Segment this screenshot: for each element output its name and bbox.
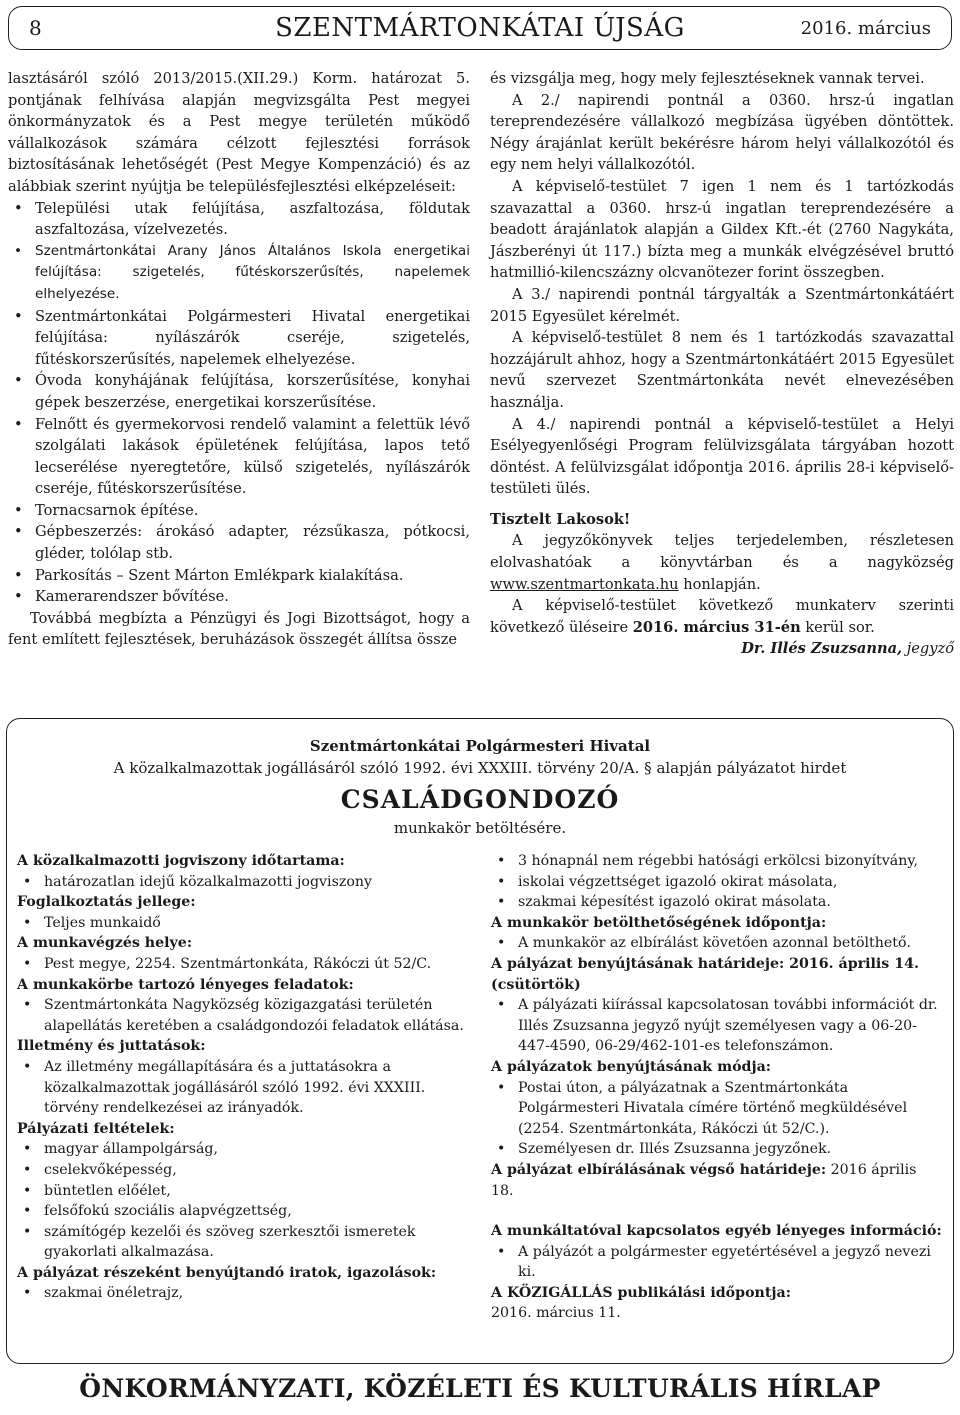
text: A jegyzőkönyvek teljes terjedelemben, részletesen elolvashatóak a könyvtárban és a nagyközség [490, 532, 954, 572]
list-item: • Az illetmény megállapítására és a juttatásokra a közalkalmazottak jogállásáról szóló 1992. évi XXXIII. törvény rendelkezései az irányadók. [17, 1057, 472, 1119]
list-item: • A munkakör az elbírálást követően azonnal betölthető. [491, 933, 943, 954]
list-item: • Szentmártonkátai Arany János Általános Iskola energetikai felújítása: szigetelés, fűtéskorszerűsítés, napelemek elhelyezése. [8, 241, 470, 306]
list-item: • Kamerarendszer bővítése. [8, 586, 470, 608]
list-item: • A pályázót a polgármester egyetértésével a jegyző nevezi ki. [491, 1242, 943, 1283]
section-heading: A munkavégzés helye: [17, 935, 193, 952]
intro-paragraph: lasztásáról szóló 2013/2015.(XII.29.) Korm. határozat 5. pontjának felhívása alapján megvizsgálta Pest megyei önkormányzatok és a Pest megye területén működő vállalkozások számára célzott fejlesztési források biztosításának lehetőségét (Pest Megye Kompenzáció) és az alábbiak szerint nyújtja be településfejlesztési elképzeléseit: [8, 70, 470, 195]
list-item: • A pályázati kiírással kapcsolatosan további információt dr. Illés Zsuzsanna jegyző nyújt személyesen vagy a 06-20-447-4590, 06-29/462-101-es telefonszámon. [491, 995, 943, 1057]
page-number: 8 [29, 16, 42, 40]
list-item: • szakmai képesítést igazoló okirat másolata. [491, 892, 943, 913]
section-heading: A munkáltatóval kapcsolatos egyéb lényeges információ: [491, 1223, 942, 1240]
section-heading: A munkakörbe tartozó lényeges feladatok: [17, 976, 354, 993]
ad-position-subtitle: munkakör betöltésére. [393, 819, 567, 837]
list-item: • 3 hónapnál nem régebbi hatósági erkölcsi bizonyítvány, [491, 851, 943, 872]
list-item: • Óvoda konyhájának felújítása, korszerűsítése, konyhai gépek beszerzése, energetikai korszerűsítése. [8, 370, 470, 413]
section-heading: A pályázat benyújtásának határideje: 2016. április 14. (csütörtök) [491, 955, 919, 993]
left-column [8, 68, 470, 651]
paragraph: A 3./ napirendi pontnál tárgyalták a Szentmártonkátáért 2015 Egyesület kérelmét. [490, 285, 954, 325]
section-heading: Foglalkoztatás jellege: [17, 894, 196, 911]
section-heading: A közalkalmazotti jogviszony időtartama: [17, 853, 345, 869]
list-item: • Szentmártonkátai Polgármesteri Hivatal energetikai felújítása: nyílászárók cseréje, szigetelés, fűtéskorszerűsítés, napelemek elhelyezése. [8, 306, 470, 371]
list-item: • felsőfokú szociális alapvégzettség, [17, 1201, 472, 1222]
section-heading: A KÖZIGÁLLÁS publikálási időpontja: [491, 1284, 791, 1301]
signature [490, 638, 954, 660]
list-item: • cselekvőképesség, [17, 1160, 472, 1181]
text: honlapján. [678, 575, 761, 593]
issue-date: 2016. március [800, 18, 931, 39]
section-heading [491, 1160, 943, 1201]
ad-left-column [17, 851, 472, 1304]
greeting-heading: Tisztelt Lakosok! [490, 510, 631, 528]
ad-right-column [491, 851, 943, 1324]
list-item: • szakmai önéletrajz, [17, 1283, 472, 1304]
ad-legal-basis: A közalkalmazottak jogállásáról szóló 1992. évi XXXIII. törvény 20/A. § alapján pályázatot hirdet [113, 759, 847, 777]
list-item: • iskolai végzettséget igazoló okirat másolata, [491, 872, 943, 893]
section-heading: A pályázat részeként benyújtandó iratok, igazolások: [17, 1264, 437, 1281]
section-heading: Illetmény és juttatások: [17, 1038, 206, 1055]
deadline-value: 2016 április 18. [491, 1161, 917, 1199]
list-item: • Gépbeszerzés: árokásó adapter, rézsűkasza, pótkocsi, gléder, tolólap stb. [8, 521, 470, 564]
list-item: • Tornacsarnok építése. [8, 500, 470, 522]
text: kerül sor. [800, 618, 875, 636]
list-item: • Felnőtt és gyermekorvosi rendelő valamint a felettük lévő szolgálati lakások épületének felújítása, lapos tető lecserélése nyeregtetőre, külső szigetelés, nyílászárók cseréje, fűtéskorszerűsítése. [8, 414, 470, 500]
text: A képviselő-testület következő munkaterv szerinti következő üléseire [490, 597, 954, 636]
paragraph: és vizsgálja meg, hogy mely fejlesztéseknek vannak tervei. [490, 70, 925, 87]
development-list [8, 198, 470, 608]
list-item: • Személyesen dr. Illés Zsuzsanna jegyzőnek. [491, 1139, 943, 1160]
section-heading: A pályázatok benyújtásának módja: [491, 1058, 772, 1075]
job-ad-box [6, 718, 954, 1364]
meeting-date: 2016. március 31-én [632, 618, 801, 636]
paragraph: A képviselő-testület 7 igen 1 nem és 1 tartózkodás szavazattal a 0360. hrsz-ú ingatlan tereprendezésére a beadott árajánlatok alapján a Gildex Kft.-ét (2760 Nagykáta, Jászberényi út 117.) bízta meg a munkák elvégzésével bruttó hatmillió-kilencszázny olcvanötezer forint összegben. [490, 177, 954, 282]
page-header [8, 6, 952, 50]
website-link[interactable]: www.szentmartonkata.hu [490, 575, 679, 593]
list-item: • Pest megye, 2254. Szentmártonkáta, Rákóczi út 52/C. [17, 954, 472, 975]
paragraph: A képviselő-testület 8 nem és 1 tartózkodás szavazattal hozzájárult ahhoz, hogy a Szentmártonkátáért 2015 Egyesület nevű szervezet Szentmártonkáta nevét elnevezésében használja. [490, 329, 954, 411]
page-footer: ÖNKORMÁNYZATI, KÖZÉLETI ÉS KULTURÁLIS HÍRLAP [79, 1374, 881, 1403]
right-column [490, 68, 954, 660]
list-item: • Teljes munkaidő [17, 913, 472, 934]
paragraph: A 4./ napirendi pontnál a képviselő-testület a Helyi Esélyegyenlőségi Program felülvizsgálata tárgyában hozott döntést. A felülvizsgálat időpontja 2016. április 28-i képviselő-testületi ülés. [490, 415, 954, 498]
list-item: • Parkosítás – Szent Márton Emlékpark kialakítása. [8, 565, 470, 587]
ad-position-title: CSALÁDGONDOZÓ [340, 785, 620, 814]
list-item: • határozatlan idejű közalkalmazotti jogviszony [17, 872, 472, 893]
list-item: • Települési utak felújítása, aszfaltozása, földutak aszfaltozása, vízelvezetés. [8, 198, 470, 241]
publication-date: 2016. március 11. [491, 1305, 621, 1322]
signature-role: jegyző [902, 640, 954, 658]
list-item: • számítógép kezelői és szöveg szerkesztői ismeretek gyakorlati alkalmazása. [17, 1222, 472, 1263]
closing-paragraph: Továbbá megbízta a Pénzügyi és Jogi Bizottságot, hogy a fent említett fejlesztések, beruházások összegét állítsa össze [8, 609, 470, 649]
paragraph: A 2./ napirendi pontnál a 0360. hrsz-ú ingatlan tereprendezésére vállalkozó megbízása ügyében döntöttek. Négy árajánlat került bekérésre három helyi vállalkozótól és egy nem helyi vállalkozótól. [490, 91, 954, 174]
deadline-label: A pályázat elbírálásának végső határideje: [491, 1161, 827, 1178]
signature-name: Dr. Illés Zsuzsanna, [741, 640, 903, 658]
list-item: • Szentmártonkáta Nagyközség közigazgatási területén alapellátás keretében a családgondozói feladatok ellátása. [17, 995, 472, 1036]
ad-organization: Szentmártonkátai Polgármesteri Hivatal [309, 737, 651, 755]
section-heading: A munkakör betölthetőségének időpontja: [491, 914, 827, 931]
list-item: • büntetlen előélet, [17, 1181, 472, 1202]
paragraph [490, 530, 954, 595]
list-item: • magyar állampolgárság, [17, 1139, 472, 1160]
list-item: • Postai úton, a pályázatnak a Szentmártonkáta Polgármesteri Hivatala címére történő megküldésével (2254. Szentmártonkáta, Rákóczi út 52/C.). [491, 1078, 943, 1140]
newspaper-title: SZENTMÁRTONKÁTAI ÚJSÁG [275, 13, 685, 43]
section-heading: Pályázati feltételek: [17, 1120, 175, 1137]
paragraph [490, 595, 954, 638]
